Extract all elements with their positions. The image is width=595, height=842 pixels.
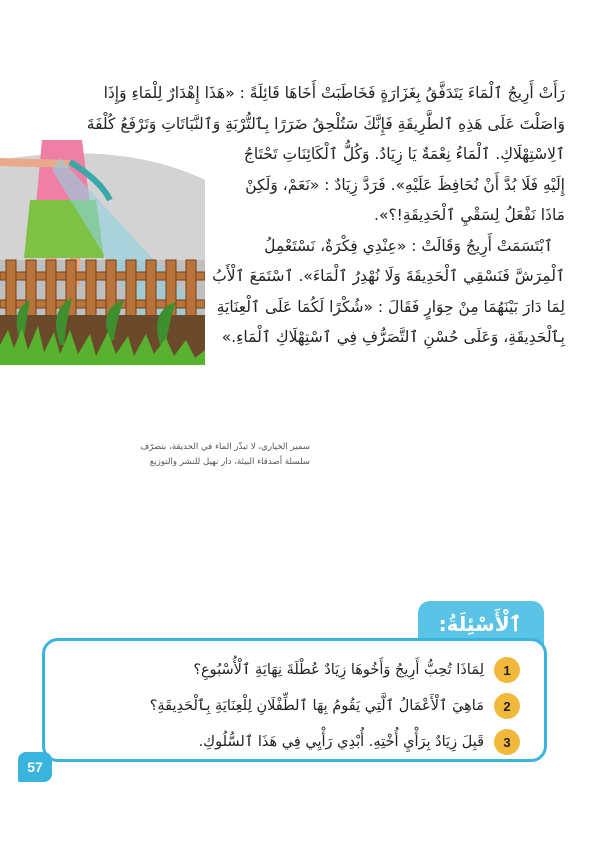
question-number-badge: 1 [494, 657, 520, 683]
page-number: 57 [18, 752, 52, 782]
question-text: لِمَاذَا تُحِبُّ أَرِيجُ وَأَخُوهَا زِيَادٌ عُطْلَةَ نِهَايَةِ ٱلْأُسْبُوعِ؟ [193, 662, 484, 678]
story-line: مَاذَا نَفْعَلُ لِسَقْيِ ٱلْحَدِيقَةِ!؟». [374, 206, 565, 224]
story-text [30, 78, 565, 353]
story-line: ٱلْمِرَشَّ فَنَسْقِي ٱلْحَدِيقَةَ وَلَا نُهْدِرُ ٱلْمَاءَ». ٱسْتَمَعَ ٱلْأَبُ [212, 267, 565, 285]
question-item [40, 727, 520, 757]
question-item [40, 655, 520, 685]
story-line: لِمَا دَارَ بَيْنَهُمَا مِنْ حِوَارٍ فَقَالَ : «شُكْرًا لَكُمَا عَلَى ٱلْعِنَايَةِ [216, 297, 565, 316]
questions-title: ٱلْأَسْئِلَةُ: [438, 612, 522, 636]
story-line: رَأَتْ أَرِيجُ ٱلْمَاءَ يَتَدَفَّقُ بِغَزَارَةٍ فَخَاطَبَتْ أَخَاهَا قَائِلَةً : «هَذَا إِهْدَارٌ لِلْمَاءِ وَإِذَا [103, 84, 565, 102]
question-number-badge: 3 [494, 729, 520, 755]
story-line: ٱلِاسْتِهْلَاكِ. ٱلْمَاءُ نِعْمَةٌ يَا زِيَادُ. وَكُلُّ ٱلْكَائِنَاتِ تَحْتَاجُ [243, 145, 565, 163]
question-item [40, 691, 520, 721]
source-citation [90, 440, 310, 470]
story-line: ٱبْتَسَمَتْ أَرِيجُ وَقَالَتْ : «عِنْدِي فِكْرَةٌ، نَسْتَعْمِلُ [264, 236, 553, 255]
questions-box [42, 638, 547, 762]
question-number-badge: 2 [494, 693, 520, 719]
source-author-line: سمير الخياري، لا تبذّر الماء في الحديقة، بتصرّف [140, 442, 310, 452]
question-text: قَبِلَ زِيَادٌ بِرَأْيِ أُخْتِهِ. أُبْدِي رَأْيِي فِي هَذَا ٱلسُّلُوكِ. [198, 734, 484, 750]
question-text: مَاهِيَ ٱلْأَعْمَالُ ٱلَّتِي يَقُومُ بِهَا ٱلطِّفْلَانِ لِلْعِنَايَةِ بِٱلْحَدِيقَةِ؟ [149, 698, 484, 714]
story-line: بِٱلْحَدِيقَةِ، وَعَلَى حُسْنِ ٱلتَّصَرُّفِ فِي ٱسْتِهْلَاكِ ٱلْمَاءِ.» [221, 328, 565, 346]
source-publisher-line: سلسلة أصدقاء البيئة، دار نهيل للنشر والتوزيع [149, 457, 310, 467]
story-line: وَاصَلْتَ عَلَى هَذِهِ ٱلطَّرِيقَةِ فَإِنَّكَ سَتُلْحِقُ ضَرَرًا بِٱلتُّرْبَةِ وَٱلنَّبَاتَاتِ وَتَرْفَعُ كُلْفَةَ [86, 114, 565, 133]
story-line: إِلَيْهِ فَلَا بُدَّ أَنْ نُحَافِظَ عَلَيْهِ». فَرَدَّ زِيَادٌ : «نَعَمْ، وَلَكِنْ [245, 175, 565, 194]
